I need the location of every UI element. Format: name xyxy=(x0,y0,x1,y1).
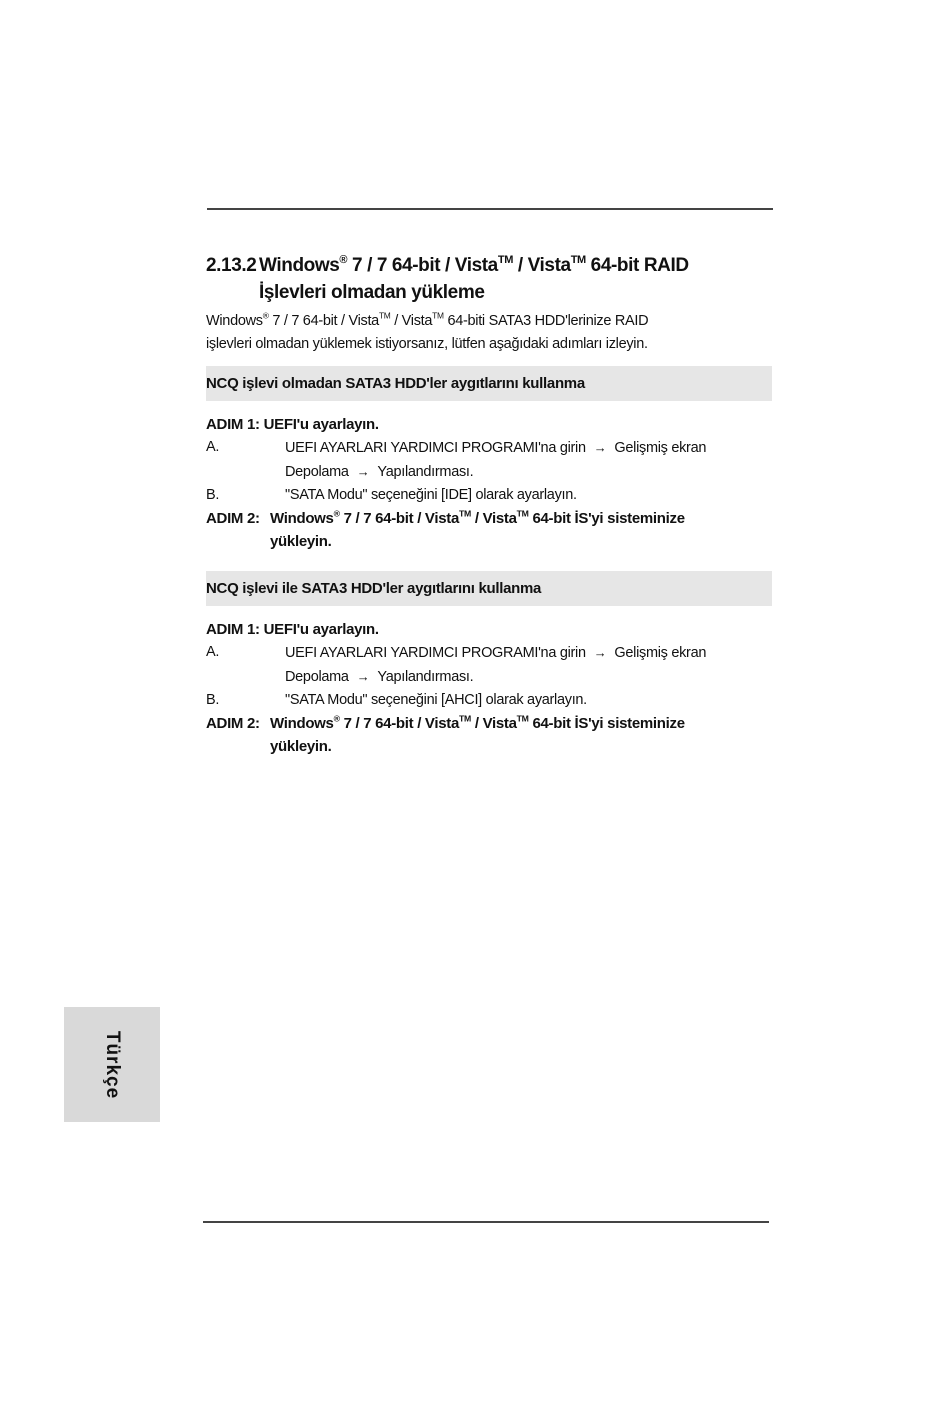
block1-item-a-continued: Depolama → Yapılandırması. xyxy=(206,460,772,484)
block1-heading: NCQ işlevi olmadan SATA3 HDD'ler aygıtlarını kullanma xyxy=(206,366,772,401)
arrow-right-icon: → xyxy=(593,645,607,660)
section-title xyxy=(206,252,772,306)
arrow-right-icon: → xyxy=(593,440,607,455)
item-letter: A. xyxy=(206,644,220,660)
block1-item-b: B. "SATA Modu" seçeneğini [IDE] olarak ayarlayın. xyxy=(206,484,772,507)
block2-item-a: A. UEFI AYARLARI YARDIMCI PROGRAMI'na girin → Gelişmiş ekran xyxy=(206,641,772,665)
block1-step1: ADIM 1: UEFI'u ayarlayın. xyxy=(206,416,379,433)
block2-step1: ADIM 1: UEFI'u ayarlayın. xyxy=(206,621,379,638)
section-number: 2.13.2 xyxy=(206,255,257,276)
block2-step2: ADIM 2: Windows® 7 / 7 64-bit / Vista™ / Vista™ 64-bit İS'yi sisteminize yükleyin. xyxy=(206,713,685,755)
arrow-right-icon: → xyxy=(356,464,370,479)
item-letter: A. xyxy=(206,439,220,455)
section-title-line1: Windows® 7 / 7 64-bit / Vista™ / Vista™ 64-bit RAID xyxy=(259,253,689,276)
bottom-rule xyxy=(203,1221,769,1223)
language-label: Türkçe xyxy=(102,1030,123,1099)
intro-line1: Windows® 7 / 7 64-bit / Vista™ / Vista™ 64-biti SATA3 HDD'lerinize RAID xyxy=(206,310,649,329)
block2-item-a-continued: Depolama → Yapılandırması. xyxy=(206,665,772,689)
top-rule xyxy=(207,208,773,210)
block1-step2: ADIM 2: Windows® 7 / 7 64-bit / Vista™ / Vista™ 64-bit İS'yi sisteminize yükleyin. xyxy=(206,508,685,550)
intro-line2: işlevleri olmadan yüklemek istiyorsanız, lütfen aşağıdaki adımları izleyin. xyxy=(206,336,648,352)
section-title-line2: İşlevleri olmadan yükleme xyxy=(259,282,485,303)
block2-heading: NCQ işlevi ile SATA3 HDD'ler aygıtlarını kullanma xyxy=(206,571,772,606)
block2-item-b: B. "SATA Modu" seçeneğini [AHCI] olarak ayarlayın. xyxy=(206,689,772,712)
item-letter: B. xyxy=(206,487,220,503)
block1-item-a: A. UEFI AYARLARI YARDIMCI PROGRAMI'na girin → Gelişmiş ekran xyxy=(206,436,772,460)
page-content xyxy=(206,252,772,758)
language-side-tab xyxy=(64,1007,160,1122)
intro-paragraph xyxy=(206,310,772,356)
item-letter: B. xyxy=(206,692,220,708)
arrow-right-icon: → xyxy=(356,669,370,684)
